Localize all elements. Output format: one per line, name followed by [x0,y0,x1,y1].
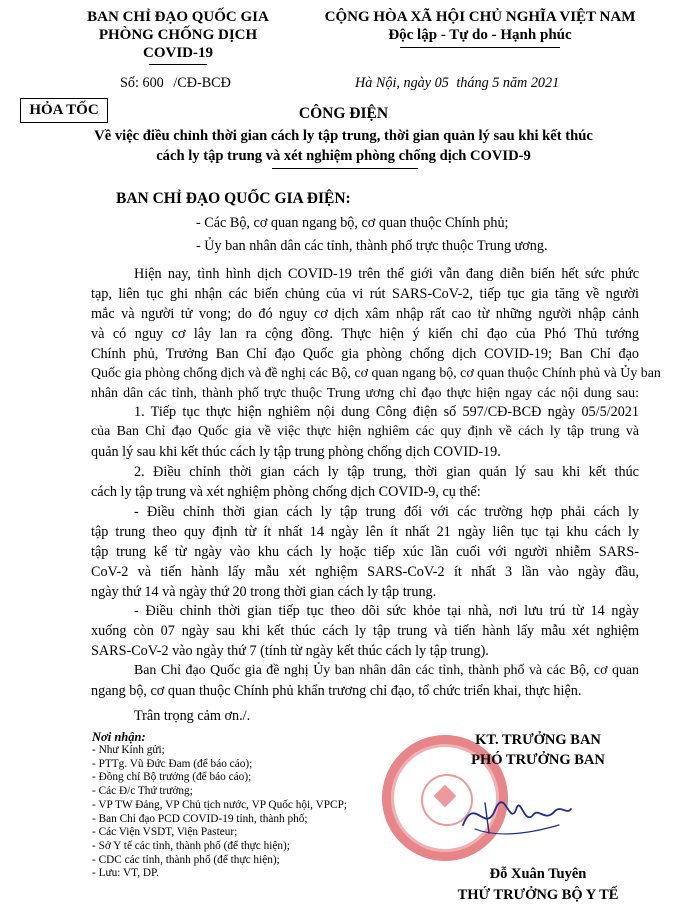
item-2a-paragraph [91,502,639,602]
number-prefix: Số: [120,75,139,91]
body-line: nhân dân các tỉnh, thành phố trực thuộc Trung ương chỉ đạo thực hiện ngay các nội dung sau: [91,386,639,401]
intro-paragraph [91,264,661,404]
recipient-item: - Như Kính gửi; [92,744,165,756]
body-line: cách ly tập trung và xét nghiệm phòng chống dịch COVID-9, cụ thể: [91,484,481,500]
recipient-item: - CDC các tỉnh, thành phố (để thực hiện); [92,853,280,866]
body-line: xuống còn 07 ngày sau khi kết thúc cách ly tập trung và tiến hành lấy mẫu xét nghiệm [91,623,639,639]
recipient-item: - PTTg. Vũ Đức Đam (để báo cáo); [92,757,253,770]
org-underline [149,64,207,65]
item-1-paragraph [91,402,639,462]
body-line: 1. Tiếp tục thực hiện nghiêm nội dung Công điện số 597/CĐ-BCĐ ngày 05/5/2021 [134,404,639,420]
body-line: tạp, liên tục ghi nhận các biến chủng của vi rút SARS-CoV-2, tiếp tục gia tăng về người [91,286,639,302]
date-rest: tháng 5 năm 2021 [456,75,560,91]
recipient-item: - Ban Chỉ đạo PCD COVID-19 tỉnh, thành phố; [92,812,308,825]
body-line: của Ban Chỉ đạo Quốc gia về việc thực hiện nghiêm các quy định về cách ly tập trung và [91,424,639,439]
recipients-heading: Nơi nhận: [92,730,146,744]
body-line: - Điều chỉnh thời gian cách ly tập trung đối với các trường hợp phải cách ly [134,504,639,520]
addressee-heading: BAN CHỈ ĐẠO QUỐC GIA ĐIỆN: [116,190,351,207]
body-line: Chính phủ, Trưởng Ban Chỉ đạo Quốc gia phòng chống dịch COVID-19; Ban Chỉ đạo [91,346,639,362]
handwritten-signature [455,785,575,845]
recipient-item: - Các Đ/c Thứ trưởng; [92,785,193,798]
recipient-item: - Sở Y tế các tỉnh, thành phố (để thực hiện); [92,839,290,852]
body-line: 2. Điều chỉnh thời gian cách ly tập trung, thời gian quản lý sau khi kết thúc [134,464,639,480]
issuing-organization [40,8,316,62]
body-line: Hiện nay, tình hình dịch COVID-19 trên thế giới vẫn đang diễn biến hết sức phức [134,266,639,282]
national-motto: Độc lập - Tự do - Hạnh phúc [388,27,572,43]
body-line: ngày thứ 14 và ngày thứ 20 trong thời gian cách ly tập trung. [91,584,437,600]
motto-underline [400,47,560,48]
item-2-paragraph [91,462,639,502]
body-line: mắc và người tử vong; do đó nguy cơ dịch xâm nhập rất cao từ những người nhập cảnh [91,306,639,322]
document-subject [0,127,687,166]
body-line: và có nguy cơ lây lan ra cộng đồng. Thực hiện ý kiến chỉ đạo của Phó Thủ tướng [91,326,639,342]
date-day: 05 [434,75,449,91]
org-line-3: COVID-19 [143,45,213,61]
body-line: tập trung theo quy định từ ít nhất 14 ngày lên ít nhất 21 ngày liên tục tại khu cách ly [91,524,639,540]
number-value: 600 [142,75,164,91]
urgent-label: HỎA TỐC [20,98,108,123]
country-name: CỘNG HÒA XÃ HỘI CHỦ NGHĨA VIỆT NAM [324,9,636,25]
body-line: CoV-2 và tiến hành lấy mẫu xét nghiệm SARS-CoV-2 ít nhất 3 lần vào ngày đầu, [91,564,639,580]
recipient-item: - Lưu: VT, DP. [92,867,159,880]
document-type: CÔNG ĐIỆN [298,105,389,122]
signer-position: THỨ TRƯỞNG BỘ Y TẾ [457,887,619,903]
body-line: ngang bộ, cơ quan thuộc Chính phủ khẩn trương chỉ đạo, tổ chức triển khai, thực hiện. [91,683,582,699]
issue-date [355,73,559,93]
regards-line: Trân trọng cảm ơn./. [134,708,251,724]
addressee-item: - Các Bộ, cơ quan ngang bộ, cơ quan thuộc Chính phủ; [196,215,509,231]
signature-titles [440,730,636,770]
subject-line-1: Về việc điều chỉnh thời gian cách ly tập trung, thời gian quản lý sau khi kết thúc [94,128,593,144]
org-line-2: PHÒNG CHỐNG DỊCH [98,27,258,43]
subject-line-2: cách ly tập trung và xét nghiệm phòng chống dịch COVID-9 [156,147,531,164]
addressee-item: - Ủy ban nhân dân các tỉnh, thành phố trực thuộc Trung ương. [196,238,548,254]
date-prefix: Hà Nội, ngày [355,75,432,91]
body-line: tập trung kể từ ngày vào khu cách ly hoặc tiếp xúc lần cuối với người nhiễm SARS- [91,544,639,560]
body-line: Ban Chỉ đạo Quốc gia đề nghị Ủy ban nhân dân các tỉnh, thành phố và các Bộ, cơ quan [134,663,639,678]
recipient-item: - VP TW Đảng, VP Chủ tịch nước, VP Quốc hội, VPCP; [92,798,348,811]
org-line-1: BAN CHỈ ĐẠO QUỐC GIA [87,9,269,25]
signature-title-2: PHÓ TRƯỞNG BAN [471,752,605,768]
body-line: Quốc gia phòng chống dịch và đề nghị các Bộ, cơ quan ngang bộ, cơ quan thuộc Chính phủ và Ủy ban [91,366,661,381]
national-header [292,8,668,44]
closing-paragraph [91,661,639,701]
body-line: SARS-CoV-2 vào ngày thứ 7 (tính từ ngày kết thúc cách ly tập trung). [91,643,489,659]
signature-title-1: KT. TRƯỞNG BAN [475,732,601,748]
body-line: - Điều chỉnh thời gian tiếp tục theo dõi sức khỏe tại nhà, nơi lưu trú từ 14 ngày [134,603,639,619]
recipient-item: - Các Viện VSDT, Viện Pasteur; [92,826,238,839]
signer-name: Đỗ Xuân Tuyên [489,866,587,882]
item-2b-paragraph [91,601,639,661]
number-suffix: /CĐ-BCĐ [173,75,231,91]
recipient-item: - Đồng chí Bộ trưởng (để báo cáo); [92,771,252,784]
recipients-block [92,730,347,881]
subject-underline [272,168,418,169]
document-number [120,73,231,93]
body-line: quản lý sau khi kết thúc cách ly tập trung phòng chống dịch COVID-19. [91,444,501,460]
